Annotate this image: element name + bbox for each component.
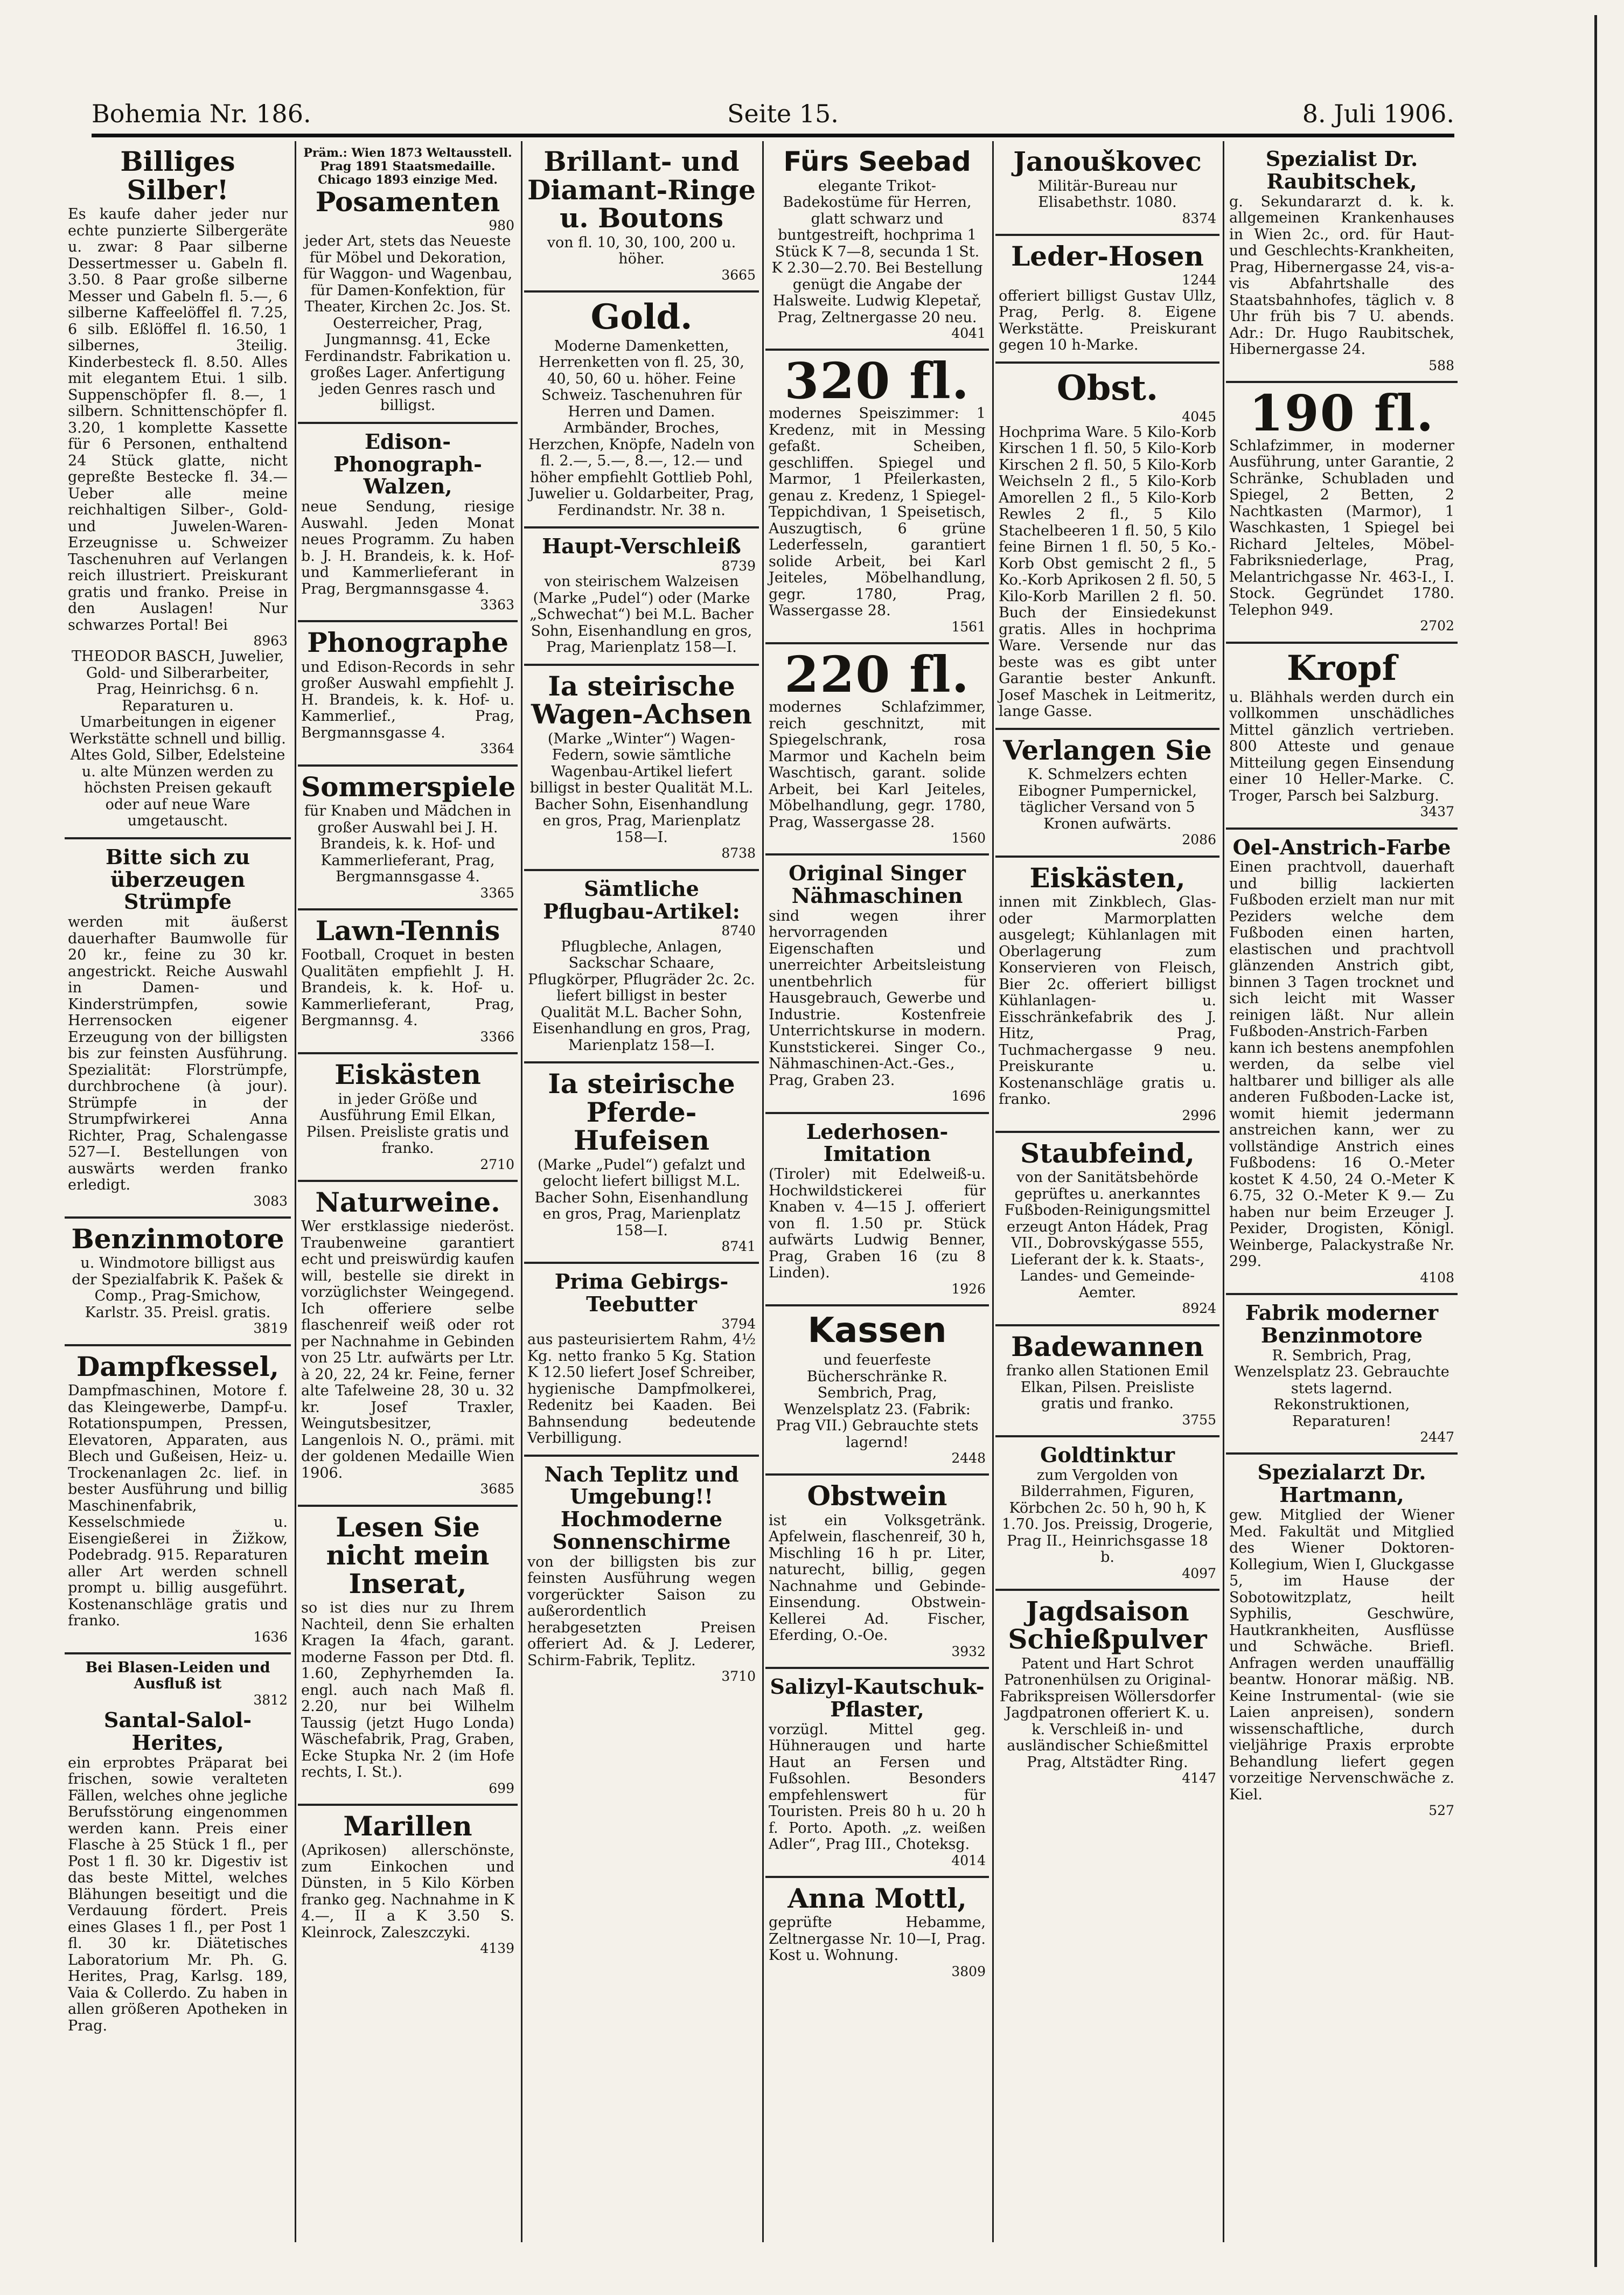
ad-silber	[65, 141, 291, 839]
ad-body: jeder Art, stets das Neueste für Möbel und Dekoration, für Waggon- und Wagenbau, für Damen-Konfektion, für Theater, Kirchen 2c. Jos. St. Oesterreicher, Prag, Jungmannsg. 41, Ecke Ferdinandstr. Fabrikation u. großes Lager. Anfertigung jeden Genres rasch und billigst.	[303, 233, 513, 414]
ad-title: Brillant- und Diamant-Ringe u. Boutons	[527, 145, 756, 234]
ad-number: 4139	[480, 1941, 514, 1957]
ad-title: Ia steirische Wagen-Achsen	[531, 670, 752, 731]
ad-number: 3685	[480, 1481, 514, 1497]
ad-number: 2996	[1182, 1107, 1216, 1123]
ad-number: 1696	[951, 1088, 986, 1104]
ad-title: Edison-Phonograph-Walzen,	[333, 429, 482, 499]
ad-body: zum Vergolden von Bilderrahmen, Figuren, Körbchen 2c. 50 h, 90 h, K 1.70. Jos. Preissig, Drogerie, Prag II., Heinrichsgasse 18 b.	[1001, 1466, 1214, 1566]
ad-benzinmotore	[65, 1219, 291, 1346]
ad-number: 4045	[1182, 408, 1216, 425]
ad-lederhosen-imitation	[765, 1114, 989, 1306]
ad-title: Lederhosen-Imitation	[806, 1119, 949, 1166]
ad-title: Badewannen	[1011, 1330, 1204, 1362]
ad-number: 1244	[1182, 272, 1216, 288]
ad-body: franko allen Stationen Emil Elkan, Pilsen. Preisliste gratis und franko.	[1006, 1362, 1209, 1413]
ad-staubfeind	[995, 1133, 1219, 1326]
ad-pflaster	[765, 1669, 989, 1878]
ad-body: offeriert billigst Gustav Ullz, Prag, Perlg. 8. Eigene Werkstätte. Preiskurant gegen 10 h-Marke.	[999, 287, 1216, 353]
ad-number: 3363	[480, 597, 514, 613]
ad-obst	[995, 364, 1219, 730]
ad-body: g. Sekundararzt d. k. k. allgemeinen Krankenhauses in Wien 2c., ord. für Haut- und Geschlechts-Krankheiten, Prag, Hibernergasse 24, vis-a-vis Abfahrtshalle des Staatsbahnhofes, täglich v. 8 Uhr früh bis 7 U. abends. Adr.: Dr. Hugo Raubitschek, Hibernergasse 24.	[1229, 193, 1454, 358]
ad-number: 8374	[1182, 210, 1216, 226]
ad-body: modernes Schlafzimmer, reich geschnitzt, mit Spiegelschrank, rosa Marmor und Kacheln beim Waschtisch, garant. solide Arbeit, bei Karl Jeiteles, Möbelhandlung, gegr. 1780, Prag, Wassergasse 28.	[769, 699, 986, 831]
ad-body: K. Schmelzers echten Eibogner Pumpernickel, täglicher Versand von 5 Kronen aufwärts.	[1017, 766, 1197, 832]
ad-title: Naturweine.	[315, 1186, 500, 1218]
ad-number: 3812	[253, 1692, 288, 1708]
ad-title: Phonographe	[307, 627, 508, 659]
ad-body: von fl. 10, 30, 100, 200 u. höher.	[547, 234, 736, 267]
ad-title: Spezialist Dr. Raubitschek,	[1265, 147, 1418, 193]
ad-number: 1636	[253, 1629, 288, 1645]
ad-body: Wer erstklassige niederöst. Traubenweine garantiert echt und preiswürdig kaufen will, bestelle sie direkt in vorzüglichster Weingegend. Ich offeriere selbe flaschenreif weiß oder rot per Nachnahme in Gebinden von 25 Ltr. aufwärts per Ltr. à 20, 22, 24 kr. Feine, ferner alte Tafelweine 28, 30 u. 32 kr. Josef Traxler, Weingutsbesitzer, Langenlois N. O., prämi. mit der goldenen Medaille Wien 1906.	[301, 1218, 514, 1482]
ad-phonographe	[298, 622, 518, 766]
ad-number: 4108	[1420, 1269, 1454, 1285]
ad-body: und Edison-Records in sehr großer Auswahl empfiehlt J. H. Brandeis, k. k. Hof- u. Kammerlief., Prag, Bergmannsgasse 4.	[301, 658, 514, 741]
ad-body: vorzügl. Mittel geg. Hühneraugen und harte Haut an Fersen und Fußsohlen. Besonders empfehlenswert für Touristen. Preis 80 h u. 20 h f. Porto. Apoth. „z. weißen Adler“, Prag III., Choteksg.	[769, 1721, 986, 1853]
ad-number: 527	[1428, 1803, 1454, 1819]
ad-title: Staubfeind,	[1020, 1137, 1195, 1169]
ad-number: 2710	[480, 1156, 514, 1172]
ad-title: Nach Teplitz und Umgebung!! Hochmoderne Sonnenschirme	[544, 1462, 739, 1554]
column-rule	[1223, 141, 1224, 2242]
ad-kropf	[1226, 644, 1458, 830]
ad-title: Spezialarzt Dr. Hartmann,	[1257, 1460, 1426, 1507]
ad-number: 8924	[1182, 1300, 1216, 1317]
page-number: Seite 15.	[727, 99, 839, 128]
ad-body: ist ein Volksgetränk. Apfelwein, flaschenreif, 30 h, Mischling 16 h pr. Liter, naturecht, billig, gegen Nachnahme und Gebinde-Einsendung. Obstwein-Kellerei Ad. Fischer, Eferding, O.-Oe.	[769, 1512, 986, 1644]
ad-body: für Knaben und Mädchen in großer Auswahl bei J. H. Brandeis, k. k. Hof- und Kammerlieferant, Prag, Bergmannsgasse 4.	[304, 803, 511, 886]
ad-title: Bitte sich zu überzeugen Strümpfe	[105, 844, 250, 914]
ad-number: 1561	[951, 618, 986, 635]
column-rule	[992, 141, 994, 2242]
issue-number: Bohemia Nr. 186.	[92, 99, 311, 128]
column-3	[524, 141, 759, 2242]
ad-number: 8963	[253, 633, 288, 649]
ad-body: elegante Trikot-Badekostüme für Herren, glatt schwarz und buntgestreift, hochprima 1 Stück K 7—8, secunda 1 St. K 2.30—2.70. Bei Bestellung genügt die Angabe der Halsweite. Ludwig Klepetař, Prag, Zeltnergasse 20 neu.	[771, 177, 983, 326]
ad-body: (Marke „Pudel“) gefalzt und gelocht liefert billigst M.L. Bacher Sohn, Eisenhandlung en gros, Prag, Marienplatz 158—I.	[534, 1156, 749, 1239]
ad-oel-anstrich	[1226, 830, 1458, 1296]
ad-raubitschek	[1226, 141, 1458, 383]
ad-eiskaesten	[298, 1054, 518, 1182]
ad-title: Kassen	[807, 1310, 947, 1351]
ad-wagen-achsen	[524, 666, 759, 871]
ad-number: 2447	[1420, 1429, 1454, 1445]
ad-marillen	[298, 1806, 518, 1964]
ad-title: Fürs Seebad	[783, 146, 971, 177]
ad-title: Oel-Anstrich-Farbe	[1232, 834, 1451, 859]
ad-body: neue Sendung, riesige Auswahl. Jeden Monat neues Programm. Zu haben b. J. H. Brandeis, k. k. Hof- und Kammerlieferant in Prag, Bergmannsgasse 4.	[301, 498, 514, 597]
ad-number: 3365	[480, 885, 514, 901]
ad-body: in jeder Größe und Ausführung Emil Elkan, Pilsen. Preisliste gratis und franko.	[306, 1090, 510, 1157]
column-rule	[295, 141, 296, 2242]
ad-speiszimmer	[765, 351, 989, 644]
ad-title: Posamenten	[315, 185, 500, 218]
issue-date: 8. Juli 1906.	[1302, 99, 1454, 128]
ad-number: 3819	[253, 1320, 288, 1337]
ad-title: Leder-Hosen	[1011, 240, 1204, 272]
ad-lawn-tennis	[298, 910, 518, 1054]
column-6	[1226, 141, 1458, 2242]
ad-body: u. Windmotore billigst aus der Spezialfabrik K. Pašek & Comp., Prag-Smichow, Karlstr. 35. Preisl. gratis.	[72, 1255, 284, 1321]
ad-title: Lesen Sie nicht mein Inserat,	[326, 1511, 490, 1599]
ad-title: Goldtinktur	[1040, 1442, 1175, 1467]
ad-body: (Marke „Winter“) Wagen-Federn, sowie sämtliche Wagenbau-Artikel liefert billigst in bester Qualität M.L. Bacher Sohn, Eisenhandlung en gros, Prag, Marienplatz 158—I.	[529, 730, 754, 846]
ad-title: Ia steirische Pferde-Hufeisen	[548, 1068, 735, 1157]
ad-naturweine	[298, 1182, 518, 1507]
ad-title: Kropf	[1286, 648, 1397, 688]
ad-pflugbau	[524, 871, 759, 1063]
ad-body: Moderne Damenketten, Herrenketten von fl. 25, 30, 40, 50, 60 u. höher. Feine Schweiz. Taschenuhren für Herren und Damen. Armbänder, Broches, Herzchen, Knöpfe, Nadeln von fl. 2.—, 5.—, 8.—, 12.— und höher empfiehlt Gottlieb Pohl, Juwelier u. Goldarbeiter, Prag, Ferdinandstr. Nr. 38 n.	[528, 337, 755, 519]
ad-number: 4041	[951, 325, 986, 341]
ad-number: 1560	[951, 830, 986, 846]
column-5	[995, 141, 1219, 2242]
ad-goldtinktur	[995, 1437, 1219, 1591]
column-rule	[762, 141, 764, 2242]
ad-body: u. Blähhals werden durch ein vollkommen unschädliches Mittel gänzlich vertrieben. 800 Atteste und genaue Mitteilung gegen Einsendung einer 10 Heller-Marke. C. Troger, Parsch bei Salzburg.	[1229, 688, 1454, 804]
ad-jagdsaison	[995, 1591, 1219, 1794]
ad-title: Eiskästen,	[1029, 861, 1186, 894]
ad-sommerspiele	[298, 767, 518, 910]
ad-benzinmotore-sembrich	[1226, 1295, 1458, 1455]
ad-number: 8738	[721, 845, 756, 861]
ad-title: Lawn-Tennis	[315, 914, 500, 947]
ad-schlafzimmer-jelteles	[1226, 383, 1458, 644]
page-edge	[1594, 15, 1609, 2267]
ad-body: und feuerfeste Bücherschränke R. Sembrich, Prag, Wenzelsplatz 23. (Fabrik: Prag VII.) Gebrauchte stets lagernd!	[776, 1352, 979, 1451]
ad-number: 3755	[1182, 1411, 1216, 1428]
ad-number: 3794	[721, 1316, 756, 1332]
ad-title: Marillen	[343, 1810, 472, 1842]
ad-body: von steirischem Walzeisen (Marke „Pudel“) oder (Marke „Schwechat“) bei M.L. Bacher Sohn, Eisenhandlung en gros, Prag, Marienplatz 158—I.	[529, 573, 754, 656]
ad-body: (Aprikosen) allerschönste, zum Einkochen und Dünsten, in 5 Kilo Körben franko geg. Nachnahme in K 4.—, II a K 3.50 S. Kleinrock, Zaleszczyki.	[301, 1842, 514, 1941]
ad-title: Sommerspiele	[301, 770, 516, 803]
ad-number: 588	[1428, 357, 1454, 373]
ad-taussig	[298, 1507, 518, 1806]
ad-number: 3932	[951, 1643, 986, 1659]
ad-awards: Präm.: Wien 1873 Weltausstell. Prag 1891 Staatsmedaille. Chicago 1893 einzige Med.	[303, 146, 512, 187]
ad-title: Janouškovec	[1013, 145, 1202, 177]
ad-title: Gold.	[590, 296, 693, 337]
ad-body: Dampfmaschinen, Motore f. das Kleingewerbe, Dampf-u. Rotationspumpen, Pressen, Elevatoren, Apparaten, aus Blech und Gußeisen, Heiz- u. Trockenanlagen 2c. lief. in bester Ausführung und billig Maschinenfabrik, Kesselschmiede u. Eisengießerei in Žižkow, Podebradg. 915. Reparaturen aller Art werden schnell prompt u. billig ausgeführt. Kostenanschläge gratis und franko.	[68, 1382, 288, 1630]
ad-number: 3710	[721, 1668, 756, 1685]
ad-sonnenschirme	[524, 1457, 759, 1692]
ad-body: Patent und Hart Schrot Patronenhülsen zu Original-Fabrikspreisen Wöllersdorfer Jagdpatronen offeriert K. u. k. Verschleiß in- und ausländischer Schießmittel Prag, Altstädter Ring.	[999, 1655, 1216, 1771]
ad-body: Militär-Bureau nur Elisabethstr. 1080.	[1037, 177, 1177, 211]
column-4	[765, 141, 989, 2242]
ad-body: von der billigsten bis zur feinsten Ausführung wegen vorgerückter Saison zu außerordentlich herabgesetzten Preisen offeriert Ad. & J. Lederer, Schirm-Fabrik, Teplitz.	[527, 1553, 756, 1669]
ad-title: Sämtliche Pflugbau-Artikel:	[543, 876, 740, 923]
ad-number: 3665	[721, 267, 756, 283]
ad-body: modernes Speiszimmer: 1 Kredenz, mit in Messing gefaßt. Scheiben, geschliffen. Spiegel und Marmor, 1 Pfeilerkasten, genau z. Kredenz, 1 Spiegel-Teppichdivan, 1 Speisetisch, Auszugtisch, 6 grüne Lederfesseln, garantiert solide Arbeit, bei Karl Jeiteles, Möbelhandlung, gegr. 1780, Prag, Wassergasse 28.	[769, 405, 986, 620]
ad-body: geprüfte Hebamme, Zeltnergasse Nr. 10—I, Prag. Kost u. Wohnung.	[769, 1914, 986, 1964]
ad-title: Billiges Silber!	[120, 145, 235, 206]
ad-number: 3809	[951, 1963, 986, 1979]
ad-subtitle: Santal-Salol-Herites,	[103, 1708, 252, 1755]
ad-title: Fabrik moderner Benzinmotore	[1245, 1300, 1439, 1347]
ad-hufeisen	[524, 1063, 759, 1264]
ad-body: R. Sembrich, Prag, Wenzelsplatz 23. Gebrauchte stets lagernd. Rekonstruktionen, Reparaturen!	[1234, 1347, 1449, 1430]
ad-body: werden mit äußerst dauerhafter Baumwolle für 20 kr., feine zu 30 kr. angestrickt. Reiche Auswahl in Damen- und Kinderstrümpfen, sowie Herrensocken eigener Erzeugung von der billigsten bis zur feinsten Ausführung. Spezialität: Florstrümpfe, durchbrochene (à jour). Strümpfe in der Strumpfwirkerei Anna Richter, Prag, Schalengasse 527—I. Bestellungen von auswärts werden franko erledigt.	[68, 914, 288, 1194]
page-header	[92, 96, 1454, 137]
ad-teebutter	[524, 1264, 759, 1456]
ad-pumpernickel	[995, 730, 1219, 858]
ad-body: Football, Croquet in besten Qualitäten empfiehlt J. H. Brandeis, k. k. Hof- u. Kammerlieferant, Prag, Bergmannsg. 4.	[301, 947, 514, 1030]
ad-title: Original Singer Nähmaschinen	[789, 861, 966, 908]
ad-number: 4014	[951, 1852, 986, 1868]
ad-title: Bei Blasen-Leiden und Ausfluß ist	[85, 1659, 270, 1693]
column-rule	[521, 141, 522, 2242]
ad-title: Prima Gebirgs-Teebutter	[554, 1269, 729, 1317]
ad-hartmann	[1226, 1455, 1458, 1826]
ad-body: (Tiroler) mit Edelweiß-u. Hochwildstickerei für Knaben v. 4—15 J. offeriert von fl. 1.50 pr. Stück aufwärts Ludwig Benner, Prag, Graben 16 (zu 8 Linden).	[769, 1166, 986, 1282]
ad-number: 8741	[721, 1239, 756, 1255]
ad-schlafzimmer	[765, 644, 989, 856]
ad-number: 4147	[1182, 1770, 1216, 1786]
ad-hebamme	[765, 1878, 989, 1987]
ad-janouskovec	[995, 141, 1219, 236]
ad-obstwein	[765, 1476, 989, 1669]
ad-brillant	[524, 141, 759, 293]
ad-title: 320 fl.	[784, 352, 970, 411]
ad-title: Anna Mottl,	[787, 1882, 967, 1914]
ad-number: 3364	[480, 741, 514, 757]
ad-body: aus pasteurisiertem Rahm, 4½ Kg. netto franko 5 Kg. Station K 12.50 liefert Josef Schreiber, hygienische Dampfmolkerei, Redenitz bei Kaaden. Bei Bahnsendung bedeutende Verbilligung.	[527, 1331, 756, 1447]
ad-number: 8739	[721, 558, 756, 574]
ad-body: Pflugbleche, Anlagen, Sackschar Schaare, Pflugkörper, Pflugräder 2c. 2c. liefert billigst in bester Qualität M.L. Bacher Sohn, Eisenhandlung en gros, Prag, Marienplatz 158—I.	[528, 938, 755, 1054]
ad-leder-hosen	[995, 236, 1219, 364]
ad-number: 980	[489, 218, 514, 234]
ad-gold	[524, 293, 759, 529]
ad-number: 699	[489, 1780, 514, 1796]
ad-title: Salizyl-Kautschuk-Pflaster,	[770, 1674, 985, 1721]
ad-title: 220 fl.	[784, 645, 970, 704]
ad-number: 4097	[1182, 1565, 1216, 1581]
ad-title: Verlangen Sie	[1003, 734, 1212, 766]
ad-title: Obst.	[1056, 367, 1159, 408]
ad-title: Jagdsaison Schießpulver	[1008, 1595, 1207, 1656]
column-1	[65, 141, 291, 2242]
ad-number: 1926	[951, 1281, 986, 1297]
ad-santal	[65, 1654, 291, 2042]
ad-seebad	[765, 141, 989, 351]
ad-number: 8740	[721, 923, 756, 939]
ad-body: Es kaufe daher jeder nur echte punzierte Silbergeräte u. zwar: 8 Paar silberne Dessertmesser u. Gabeln fl. 3.50. 8 Paar große silberne Messer und Gabeln fl. 5.—, 6 silberne Kaffeelöffel fl. 7.25, 6 silb. Eßlöffel fl. 16.50, 1 silbernes, 3teilig. Kinderbesteck fl. 8.50. Alles mit elegantem Etui. 1 silb. Suppenschöpfer fl. 8.—, 1 silbern. Schnittenschöpfer fl. 3.20, 1 komplette Kassette für 6 Personen, enthaltend 24 Stück glatte, nicht gepreßte Bestecke fl. 34.— Ueber alle meine reichhaltigen Silber-, Gold- und Juwelen-Waren-Erzeugnisse u. Schweizer Taschenuhren auf Verlangen reich illustriert. Preiskurant gratis und franko. Preise in den Auslagen! Nur schwarzes Portal! Bei	[68, 206, 288, 634]
ad-body: so ist dies nur zu Ihrem Nachteil, denn Sie erhalten Kragen Ia 4fach, garant. moderne Fasson per Dtd. fl. 1.60, Zephyrhemden Ia. engl. auch nach Maß fl. 2.20, nur bei Wilhelm Taussig (jetzt Hugo Londa) Wäschefabrik, Prag, Graben, Ecke Stupka Nr. 2 (im Hofe rechts, I. St.).	[301, 1599, 514, 1781]
ad-body: Hochprima Ware. 5 Kilo-Korb Kirschen 1 fl. 50, 5 Kilo-Korb Kirschen 2 fl. 50, 5 Kilo-Korb Weichseln 2 fl., 5 Kilo-Korb Amorellen 2 fl., 5 Kilo-Korb Rewles 2 fl., 5 Kilo Stachelbeeren 1 fl. 50, 5 Kilo feine Birnen 1 fl. 50, 5 Ko.-Korb Obst gemischt 2 fl., 5 Ko.-Korb Aprikosen 2 fl. 50, 5 Kilo-Korb Marillen 2 fl. 50. Buch der Einsiedekunst gratis. Alles in hochprima Ware. Versende nur das beste was es gibt unter Garantie bester Ankunft. Josef Maschek in Leitmeritz, lange Gasse.	[999, 423, 1216, 720]
ad-body: gew. Mitglied der Wiener Med. Fakultät und Mitglied des Wiener Doktoren-Kollegium, Wien I, Gluckgasse 5, im Hause der Sobotowitzplatz, heilt Syphilis, Geschwüre, Hautkrankheiten, Ausflüsse und Schwäche. Briefl. Anfragen werden unauffällig beantw. Honorar mäßig. NB. Keine Instrumental- (wie sie Laien anpreisen), sondern wissenschaftliche, durch vieljährige Praxis erprobte Behandlung liefert gegen vorzeitige Nervenschwäche z. Kiel.	[1229, 1507, 1454, 1803]
ad-singer	[765, 856, 989, 1114]
ad-body: innen mit Zinkblech, Glas- oder Marmorplatten ausgelegt; Kühlanlagen mit Oberlagerung zum Konservieren von Fleisch, Bier 2c. offeriert billigst Kühlanlagen- u. Eisschränkefabrik des J. Hitz, Prag, Tuchmachergasse 9 neu. Preiskurante u. Kostenanschläge gratis u. franko.	[999, 894, 1216, 1108]
ad-posamenten	[298, 141, 518, 424]
ad-struempfe	[65, 839, 291, 1219]
ad-number: 3083	[253, 1193, 288, 1209]
ad-number: 3366	[480, 1028, 514, 1045]
ad-badewannen	[995, 1326, 1219, 1437]
ad-body: von der Sanitätsbehörde geprüftes u. anerkanntes Fußboden-Reinigungsmittel erzeugt Anton Hádek, Prag VII., Dobrovskýgasse 555, Lieferant der k. k. Staats-, Landes- und Gemeinde-Aemter.	[1004, 1169, 1211, 1301]
ad-body: Einen prachtvoll, dauerhaft und billig lackierten Fußboden erzielt man nur mit Peziders welche dem Fußboden einen harten, elastischen und prachtvoll glänzenden Anstrich gibt, binnen 3 Tagen trocknet und sich leicht mit Wasser reinigen läßt. Nur allein Fußboden-Anstrich-Farben kann ich bestens anempfohlen werden, da selbe viel haltbarer und billiger als alle anderen Fußboden-Lacke ist, womit hiemit jedermann anstreichen kann, wer zu vollständige Anstrich eines Fußbodens: 16 O.-Meter kostet K 4.50, 24 O.-Meter K 6.75, 32 O.-Meter K 9.— Zu haben nur beim Erzeuger J. Pexider, Drogisten, Königl. Weinberge, Palackystraße Nr. 299.	[1229, 859, 1454, 1270]
ad-body: sind wegen ihrer hervorragenden Eigenschaften und unerreichter Arbeitsleistung unentbehrlich für Hausgebrauch, Gewerbe und Industrie. Kostenfreie Unterrichtskurse in modern. Kunststickerei. Singer Co., Nähmaschinen-Act.-Ges., Prag, Graben 23.	[769, 907, 986, 1089]
ad-walzeisen	[524, 528, 759, 666]
ad-title: Eiskästen	[334, 1059, 481, 1091]
column-2	[298, 141, 518, 2242]
ad-eiskaesten-hitz	[995, 858, 1219, 1133]
ad-kassen	[765, 1306, 989, 1476]
ad-edison	[298, 424, 518, 623]
ad-title: Haupt-Verschleiß	[542, 534, 741, 559]
ad-number: 2448	[951, 1450, 986, 1466]
ad-title: Obstwein	[807, 1480, 947, 1512]
ad-dampfkessel	[65, 1346, 291, 1654]
ad-number: 2702	[1420, 618, 1454, 634]
ad-title: Dampfkessel,	[76, 1350, 280, 1382]
ad-title: Benzinmotore	[71, 1222, 284, 1255]
ad-number: 3437	[1420, 804, 1454, 820]
ad-footer: THEODOR BASCH, Juwelier, Gold- und Silberarbeiter, Prag, Heinrichsg. 6 n. Reparaturen u. Umarbeitungen in eigener Werkstätte schnell und billig. Altes Gold, Silber, Edelsteine u. alte Münzen werden zu höchsten Preisen gekauft oder auf neue Ware umgetauscht.	[69, 648, 286, 830]
ad-number: 2086	[1182, 832, 1216, 848]
ad-title: 190 fl.	[1249, 384, 1435, 442]
ad-body: Schlafzimmer, in moderner Ausführung, unter Garantie, 2 Schränke, Schubladen und Spiegel, 2 Betten, 2 Nachtkasten (Marmor), 1 Waschkasten, 1 Spiegel bei Richard Jelteles, Möbel-Fabriksniederlage, Prag, Melantrichgasse Nr. 463-I., I. Stock. Gegründet 1780. Telephon 949.	[1229, 437, 1454, 618]
ad-body: ein erprobtes Präparat bei frischen, sowie veralteten Fällen, welches ohne jegliche Berufsstörung eingenommen werden kann. Preis einer Flasche à 25 Stück 1 fl., per Post 1 fl. 30 kr. Digestiv ist das beste Mittel, welches Blähungen beseitigt und die Verdauung fördert. Preis eines Glases 1 fl., per Post 1 fl. 30 kr. Diätetisches Laboratorium Mr. Ph. G. Herites, Prag, Karlsg. 189, Vaia & Collerdo. Zu haben in allen größeren Apotheken in Prag.	[68, 1754, 288, 2034]
